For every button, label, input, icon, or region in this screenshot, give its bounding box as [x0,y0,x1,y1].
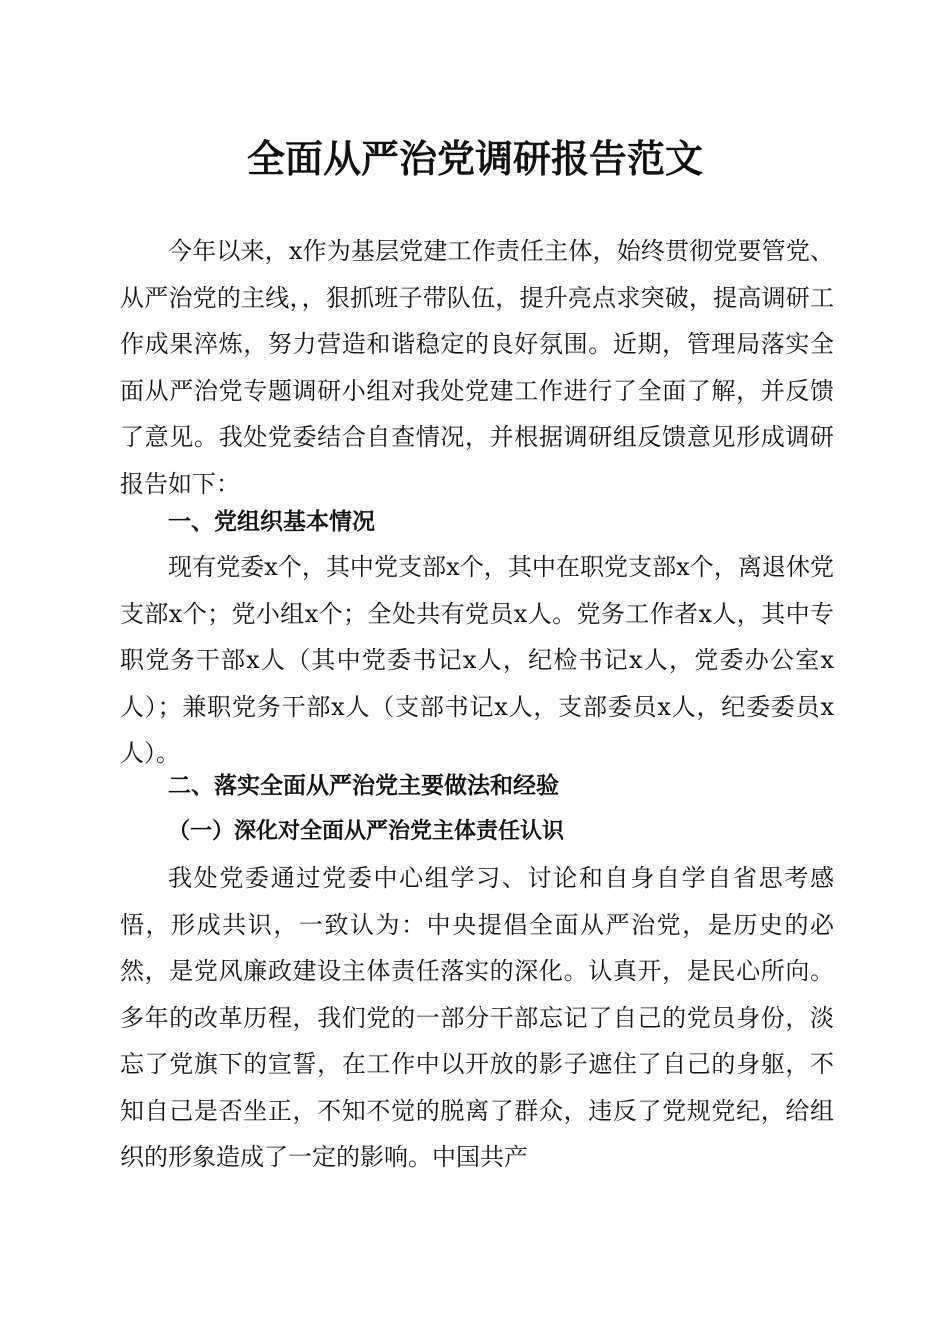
section-heading-1: 一、党组织基本情况 [168,509,375,535]
document-title: 全面从严治党调研报告范文 [246,136,703,181]
intro-paragraph: 今年以来，x作为基层党建工作责任主体，始终贯彻党要管党、从严治党的主线，，狠抓班子带队伍，提升亮点求突破，提高调研工作成果淬炼，努力营造和谐稳定的良好氛围。近期，管理局落实全面从严治党专题调研小组对我处党建工作进行了全面了解，并反馈了意见。我处党委结合自查情况，并根据调研组反馈意见形成调研报告如下： [120,237,834,498]
section-heading-2: 二、落实全面从严治党主要做法和经验 [168,773,559,799]
organization-paragraph: 现有党委x个，其中党支部x个，其中在职党支部x个，离退休党支部x个；党小组x个；全处共有党员x人。党务工作者x人，其中专职党务干部x人（其中党委书记x人，纪检书记x人，党委办公室x人）；兼职党务干部x人（支部书记x人，支部委员x人，纪委委员x人）。 [120,553,834,767]
subsection-heading-1: （一）深化对全面从严治党主体责任认识 [168,818,565,844]
responsibility-paragraph: 我处党委通过党委中心组学习、讨论和自身自学自省思考感悟，形成共识，一致认为：中央提倡全面从严治党，是历史的必然，是党风廉政建设主体责任落实的深化。认真开，是民心所向。多年的改革历程，我们党的一部分干部忘记了自己的党员身份，淡忘了党旗下的宣誓，在工作中以开放的影子遮住了自己的身躯，不知自己是否坐正，不知不觉的脱离了群众，违反了党规党纪，给组织的形象造成了一定的影响。中国共产 [120,864,834,1171]
